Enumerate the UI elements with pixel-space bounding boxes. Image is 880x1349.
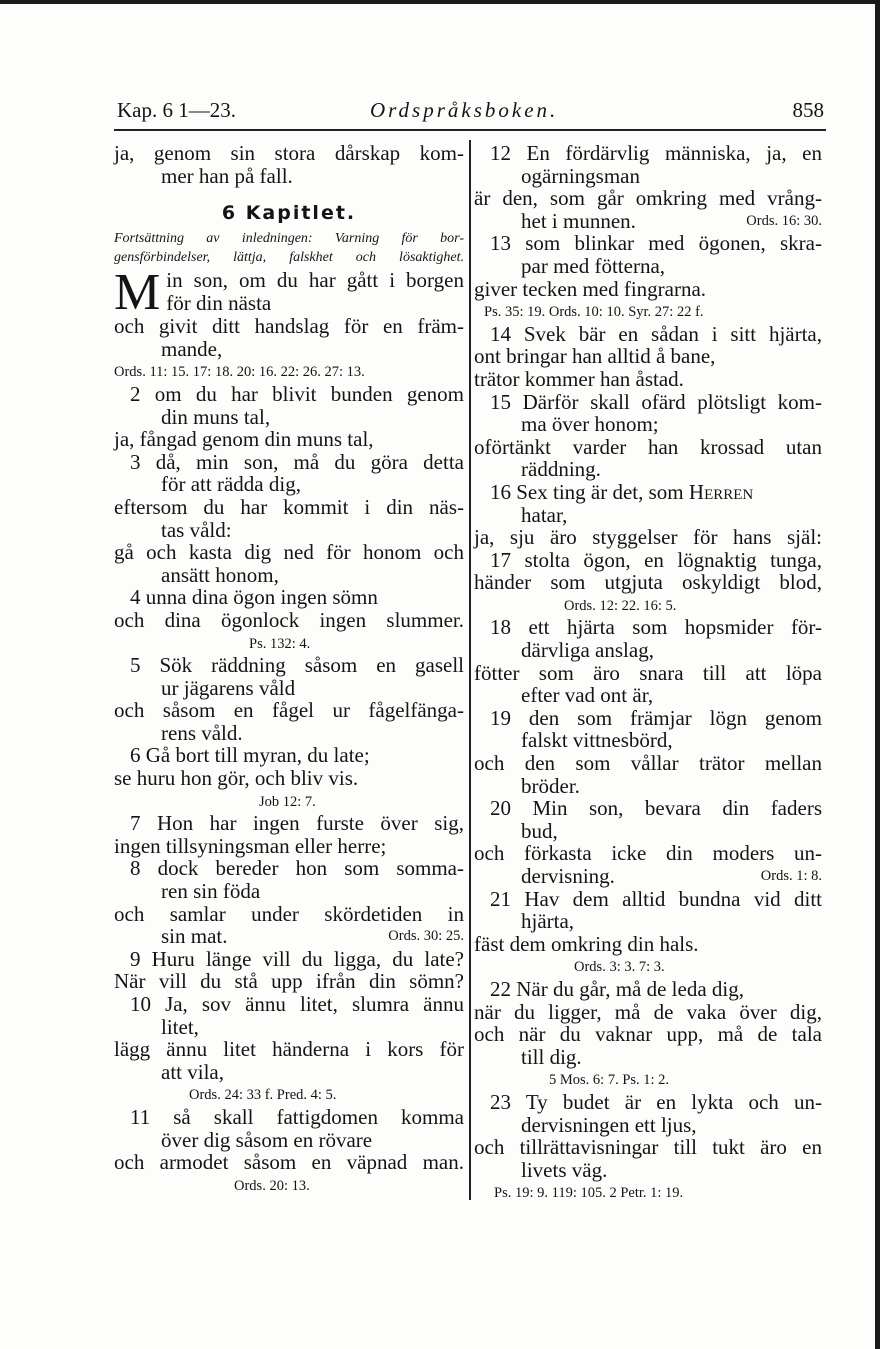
verse-line: och tillrättavisningar till tukt äro en	[474, 1135, 822, 1160]
verse-4	[114, 586, 464, 654]
verse-20	[474, 797, 822, 887]
verse-line: ansätt honom,	[161, 562, 279, 587]
verse-line: 10 Ja, sov ännu litet, slumra ännu	[130, 992, 464, 1016]
summary-line: Fortsättning av inledningen: Varning för bor-	[114, 231, 464, 247]
verse-line: och armodet såsom en väpnad man.	[114, 1150, 464, 1175]
right-column	[474, 142, 822, 1204]
verse-10	[114, 993, 464, 1106]
scan-edge-right	[875, 0, 880, 1349]
verse-line: 21 Hav dem alltid bundna vid ditt	[490, 886, 822, 911]
verse-line: eftersom du har kommit i din näs-	[114, 494, 464, 519]
verse-line: hjärta,	[521, 909, 575, 934]
verse-line: för din nästa	[166, 290, 272, 315]
verse-line: och såsom en fågel ur fågelfänga-	[114, 698, 464, 723]
page-number: 858	[792, 98, 824, 122]
verse-line: par med fötterna,	[521, 253, 666, 278]
verse-line: in son, om du har gått i borgen	[166, 268, 464, 293]
verse-line: efter vad ont är,	[521, 683, 654, 708]
verse-line: 3 då, min son, må du göra detta	[130, 449, 464, 474]
verse-line: ingen tillsyningsman eller herre;	[114, 833, 387, 858]
chapter-summary	[114, 229, 464, 267]
verse-line: litet,	[161, 1014, 199, 1039]
cross-reference: Ps. 132: 4.	[249, 635, 311, 652]
verse-line: bröder.	[521, 773, 580, 798]
verse-line: händer som utgjuta oskyldigt blod,	[474, 570, 822, 595]
verse-line: ren sin föda	[161, 879, 261, 904]
verse-line: 9 Huru länge vill du ligga, du late?	[130, 946, 464, 971]
verse-text: 16 Sex ting är det, som	[490, 479, 684, 504]
book-title: Ordspråksboken.	[370, 98, 559, 122]
verse-22	[474, 978, 822, 1091]
summary-line: gensförbindelser, lättja, falskhet och lösaktighet.	[114, 250, 464, 266]
verse-line	[474, 210, 822, 233]
verse-line: 7 Hon har ingen furste över sig,	[130, 811, 464, 836]
verse-line: din muns tal,	[161, 404, 271, 429]
verse-line: ja, sju äro styggelser för hans själ:	[474, 525, 822, 550]
cross-reference: Ords. 11: 15. 17: 18. 20: 16. 22: 26. 27: 13.	[114, 364, 365, 381]
verse-line: 8 dock bereder hon som somma-	[130, 856, 464, 881]
verse-13	[474, 232, 822, 322]
verse-line: giver tecken med fingrarna.	[474, 276, 707, 301]
verse-line: fäst dem omkring din hals.	[474, 931, 699, 956]
verse-6	[114, 744, 464, 812]
verse-line: 17 stolta ögon, en lögnaktig tunga,	[490, 547, 822, 572]
verse-line: 19 den som främjar lögn genom	[490, 705, 822, 730]
cross-reference: 5 Mos. 6: 7. Ps. 1: 2.	[549, 1072, 670, 1089]
verse-line: se huru hon gör, och bliv vis.	[114, 766, 359, 791]
cross-reference: Ords. 3: 3. 7: 3.	[574, 959, 665, 976]
verse-18	[474, 616, 822, 706]
cross-reference: Ords. 12: 22. 16: 5.	[564, 597, 677, 614]
verse-line: ma över honom;	[521, 412, 659, 437]
verse-9	[114, 948, 464, 993]
scan-edge-top	[0, 0, 880, 4]
verse-line	[114, 925, 464, 948]
verse-line: mande,	[161, 336, 223, 361]
verse-line: 2 om du har blivit bunden genom	[130, 381, 464, 406]
drop-cap: M	[114, 264, 161, 322]
verse-23	[474, 1091, 822, 1204]
verse-16	[474, 481, 822, 549]
verse-line: fötter som äro snara till att löpa	[474, 660, 822, 685]
chapter-reference: Kap. 6 1—23.	[117, 98, 236, 122]
verse-line: gå och kasta dig ned för honom och	[114, 540, 464, 565]
cross-reference: Ords. 20: 13.	[234, 1177, 310, 1194]
verse-line: 6 Gå bort till myran, du late;	[130, 743, 370, 768]
verse-line: 11 så skall fattigdomen komma	[130, 1104, 464, 1129]
verse-line: lägg ännu litet händerna i kors för	[114, 1037, 464, 1062]
verse-line	[474, 865, 822, 888]
verse-text: dervisning.	[521, 864, 615, 888]
verse-3	[114, 451, 464, 587]
verse-line: livets väg.	[521, 1157, 608, 1182]
running-header	[117, 98, 824, 128]
verse-line: dervisningen ett ljus,	[521, 1112, 697, 1137]
verse-opening	[114, 142, 464, 187]
verse-21	[474, 888, 822, 978]
verse-17	[474, 549, 822, 617]
verse-line: ogärningsman	[521, 163, 640, 188]
verse-line: 15 Därför skall ofärd plötsligt kom-	[490, 389, 822, 414]
verse-line: När vill du stå upp ifrån din sömn?	[114, 969, 464, 994]
verse-line: ja, fångad genom din muns tal,	[114, 427, 374, 452]
verse-line: rens våld.	[161, 720, 243, 745]
verse-line: och när du vaknar upp, må de tala	[474, 1022, 822, 1047]
verse-11	[114, 1106, 464, 1196]
verse-line: mer han på fall.	[161, 163, 293, 188]
verse-line: hatar,	[521, 502, 568, 527]
verse-line: och förkasta icke din moders un-	[474, 841, 822, 866]
column-divider	[469, 140, 471, 1200]
verse-line: och dina ögonlock ingen slummer.	[114, 607, 464, 632]
verse-2	[114, 383, 464, 451]
verse-line: och den som vållar trätor mellan	[474, 751, 822, 776]
verse-line: oförtänkt varder han krossad utan	[474, 434, 822, 459]
verse-line: för att rädda dig,	[161, 472, 301, 497]
verse-line: 12 En fördärvlig människa, ja, en	[490, 141, 822, 165]
verse-line: är den, som går omkring med vrång-	[474, 186, 822, 211]
cross-reference: Job 12: 7.	[259, 793, 316, 810]
verse-line: 23 Ty budet är en lykta och un-	[490, 1089, 822, 1114]
verse-line: 14 Svek bär en sådan i sitt hjärta,	[490, 321, 822, 346]
verse-line: 13 som blinkar med ögonen, skra-	[490, 231, 822, 256]
verse-line: ja, genom sin stora dårskap kom-	[114, 141, 464, 165]
verse-line: och samlar under skördetiden in	[114, 901, 464, 926]
cross-reference: Ords. 1: 8.	[760, 868, 822, 884]
verse-line: bud,	[521, 818, 558, 843]
verse-19	[474, 707, 822, 797]
cross-reference: Ps. 35: 19. Ords. 10: 10. Syr. 27: 22 f.	[484, 304, 704, 321]
verse-line: trätor kommer han åstad.	[474, 366, 684, 391]
header-rule	[114, 129, 826, 131]
verse-line: och givit ditt handslag för en främ-	[114, 314, 464, 339]
cross-reference: Ords. 16: 30.	[746, 212, 822, 229]
verse-line: räddning.	[521, 457, 601, 482]
verse-14	[474, 323, 822, 391]
chapter-title: 6 Kapitlet.	[221, 202, 357, 225]
verse-line: ur jägarens våld	[161, 675, 296, 700]
lord-smallcaps: Herren	[688, 479, 754, 504]
cross-reference: Ps. 19: 9. 119: 105. 2 Petr. 1: 19.	[494, 1185, 684, 1202]
verse-15	[474, 391, 822, 481]
verse-line: 22 När du går, må de leda dig,	[490, 976, 744, 1001]
verse-text: het i munnen.	[521, 208, 636, 233]
verse-12	[474, 142, 822, 232]
verse-line: 5 Sök räddning såsom en gasell	[130, 653, 464, 678]
verse-7	[114, 812, 464, 857]
verse-line	[474, 481, 822, 504]
verse-line: 4 unna dina ögon ingen sömn	[130, 585, 378, 610]
verse-line: 18 ett hjärta som hopsmider för-	[490, 615, 822, 640]
verse-line: falskt vittnesbörd,	[521, 728, 673, 753]
verse-text: sin mat.	[161, 924, 228, 949]
verse-line: tas våld:	[161, 517, 232, 542]
verse-line: därvliga anslag,	[521, 638, 654, 663]
cross-reference: Ords. 30: 25.	[388, 928, 464, 945]
verse-1	[114, 264, 464, 383]
verse-line: till dig.	[521, 1044, 582, 1069]
left-column	[114, 142, 464, 1196]
verse-line: 20 Min son, bevara din faders	[490, 796, 822, 821]
verse-8	[114, 857, 464, 947]
verse-line: ont bringar han alltid å bane,	[474, 344, 716, 369]
cross-reference: Ords. 24: 33 f. Pred. 4: 5.	[189, 1087, 337, 1104]
verse-5	[114, 654, 464, 744]
verse-line: att vila,	[161, 1059, 224, 1084]
verse-line: över dig såsom en rövare	[161, 1127, 373, 1152]
verse-line: när du ligger, må de vaka över dig,	[474, 999, 822, 1024]
